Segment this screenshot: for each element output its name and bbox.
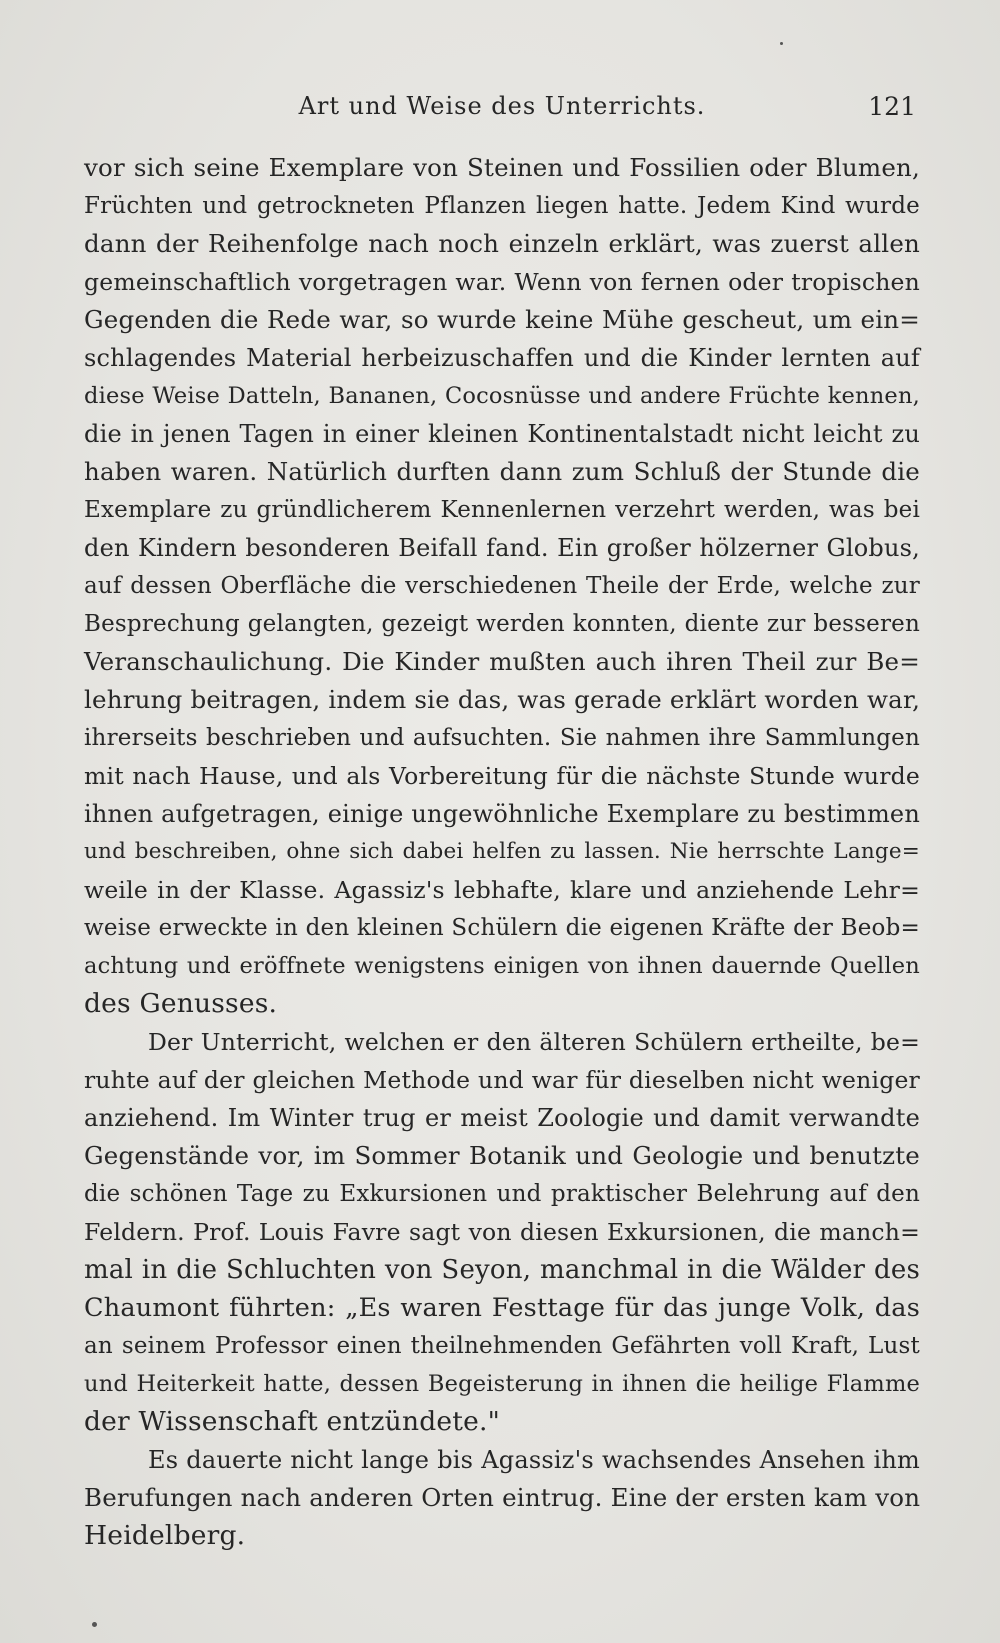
running-head: [84, 92, 920, 132]
text-line: Früchten und getrockneten Pflanzen liegen hatte. Jedem Kind wurde: [84, 193, 920, 219]
text-line: die in jenen Tagen in einer kleinen Kontinentalstadt nicht leicht zu: [84, 420, 920, 448]
text-line: achtung und eröffnete wenigstens einigen von ihnen dauernde Quellen: [84, 953, 920, 979]
text-line: des Genusses.: [84, 988, 278, 1019]
text-line: Es dauerte nicht lange bis Agassiz's wachsendes Ansehen ihm: [148, 1446, 920, 1474]
text-line: gemeinschaftlich vorgetragen war. Wenn von fernen oder tropischen: [84, 268, 920, 296]
text-line: mal in die Schluchten von Seyon, manchmal in die Wälder des: [84, 1255, 920, 1285]
text-line: haben waren. Natürlich durften dann zum Schluß der Stunde die: [84, 457, 920, 486]
text-line: weile in der Klasse. Agassiz's lebhafte, klare und anziehende Lehr=: [84, 876, 920, 904]
text-line: anziehend. Im Winter trug er meist Zoologie und damit verwandte: [84, 1104, 920, 1132]
text-line: weise erweckte in den kleinen Schülern die eigenen Kräfte der Beob=: [84, 915, 920, 941]
text-line: Der Unterricht, welchen er den älteren Schülern ertheilte, be=: [148, 1028, 920, 1056]
text-line: ihrerseits beschrieben und aufsuchten. Sie nahmen ihre Sammlungen: [84, 725, 920, 751]
text-line: schlagendes Material herbeizuschaffen und die Kinder lernten auf: [84, 344, 920, 372]
text-line: Gegenstände vor, im Sommer Botanik und Geologie und benutzte: [84, 1141, 920, 1170]
text-line: dann der Reihenfolge nach noch einzeln erklärt, was zuerst allen: [84, 229, 920, 258]
text-line: Chaumont führten: „Es waren Festtage für das junge Volk, das: [84, 1293, 920, 1323]
text-line: Feldern. Prof. Louis Favre sagt von diesen Exkursionen, die manch=: [84, 1218, 920, 1246]
text-line: und Heiterkeit hatte, dessen Begeisterung in ihnen die heilige Flamme: [84, 1371, 920, 1397]
text-line: Gegenden die Rede war, so wurde keine Mühe gescheut, um ein=: [84, 305, 920, 334]
text-line: Heidelberg.: [84, 1520, 246, 1551]
text-line: den Kindern besonderen Beifall fand. Ein großer hölzerner Globus,: [84, 534, 920, 562]
text-line: Veranschaulichung. Die Kinder mußten auch ihren Theil zur Be=: [84, 647, 920, 676]
text-line: Besprechung gelangten, gezeigt werden konnten, diente zur besseren: [84, 611, 920, 637]
page-number: 121: [868, 92, 916, 121]
text-line: ruhte auf der gleichen Methode und war für dieselben nicht weniger: [84, 1066, 920, 1094]
text-line: Berufungen nach anderen Orten eintrug. Eine der ersten kam von: [84, 1483, 921, 1512]
text-line: der Wissenschaft entzündete.": [84, 1406, 501, 1437]
text-line: an seinem Professor einen theilnehmenden Gefährten voll Kraft, Lust: [84, 1333, 920, 1359]
text-line: vor sich seine Exemplare von Steinen und Fossilien oder Blumen,: [84, 153, 920, 182]
paper-speck: [92, 1622, 97, 1627]
text-line: ihnen aufgetragen, einige ungewöhnliche Exemplare zu bestimmen: [84, 800, 920, 828]
text-line: diese Weise Datteln, Bananen, Cocosnüsse und andere Früchte kennen,: [84, 383, 920, 409]
text-line: und beschreiben, ohne sich dabei helfen zu lassen. Nie herrschte Lange=: [84, 839, 920, 864]
running-title: Art und Weise des Unterrichts.: [298, 92, 706, 120]
text-line: Exemplare zu gründlicherem Kennenlernen verzehrt werden, was bei: [84, 497, 920, 523]
text-line: die schönen Tage zu Exkursionen und praktischer Belehrung auf den: [84, 1181, 920, 1207]
text-line: auf dessen Oberfläche die verschiedenen Theile der Erde, welche zur: [84, 573, 920, 599]
paper-speck: [780, 42, 783, 45]
text-line: mit nach Hause, und als Vorbereitung für die nächste Stunde wurde: [84, 762, 920, 790]
text-line: lehrung beitragen, indem sie das, was gerade erklärt worden war,: [84, 685, 921, 714]
